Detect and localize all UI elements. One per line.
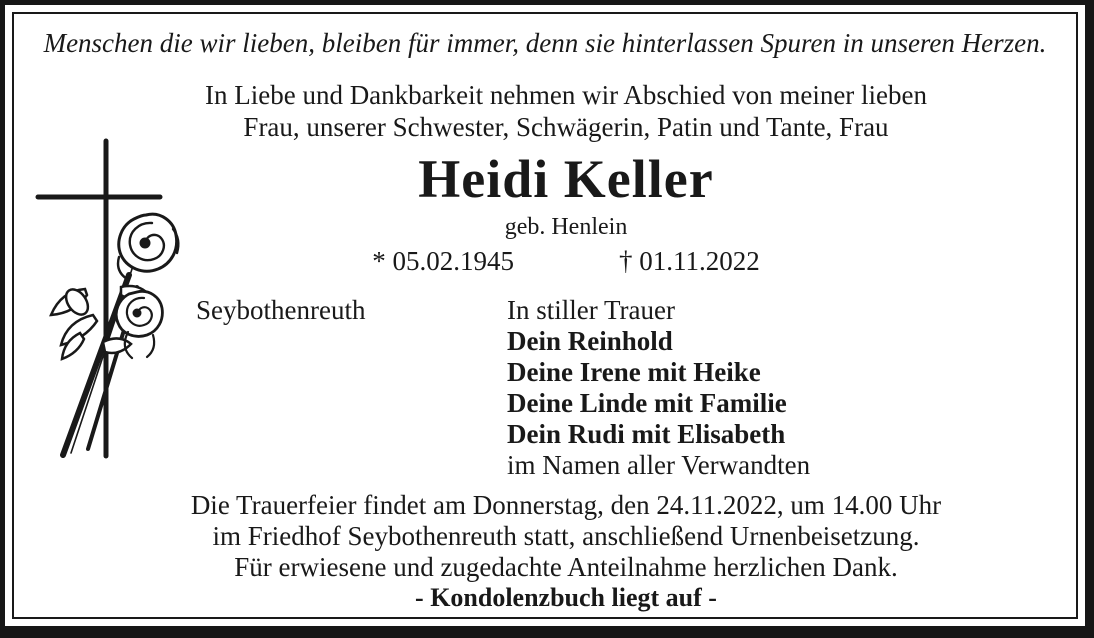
obituary-sheet [5,5,1085,626]
deceased-name: Heidi Keller [418,149,714,209]
birth-date: * 05.02.1945 [372,246,514,276]
funeral-info-line-1: Die Trauerfeier findet am Donnerstag, den 24.11.2022, um 14.00 Uhr [190,490,942,520]
death-date: † 01.11.2022 [619,246,760,276]
life-dates [56,246,1076,277]
mourner-item: Dein Rudi mit Elisabeth [507,419,786,449]
condolence-book-line: - Kondolenzbuch liegt auf - [415,583,717,612]
mourners-outro: im Namen aller Verwandten [507,450,811,480]
thanks-line: Für erwiesene und zugedachte Anteilnahme herzlichen Dank. [234,552,898,582]
mourner-item: Dein Reinhold [507,326,673,356]
obituary-inner-frame [12,12,1078,619]
intro-line-2: Frau, unserer Schwester, Schwägerin, Patin und Tante, Frau [243,112,889,142]
funeral-info-line-2: im Friedhof Seybothenreuth statt, anschließend Urnenbeisetzung. [212,521,920,551]
intro-line-1: In Liebe und Dankbarkeit nehmen wir Abschied von meiner lieben [204,80,928,110]
mourners-intro: In stiller Trauer [507,295,675,325]
city-label: Seybothenreuth [196,295,366,325]
mourner-item: Deine Irene mit Heike [507,357,761,387]
mourner-item: Deine Linde mit Familie [507,388,787,418]
maiden-name: geb. Henlein [504,214,628,240]
memorial-quote: Menschen die wir lieben, bleiben für immer, denn sie hinterlassen Spuren in unseren Herzen. [43,28,1047,58]
mourners-list [507,295,810,481]
cross-roses-illustration [33,137,193,462]
